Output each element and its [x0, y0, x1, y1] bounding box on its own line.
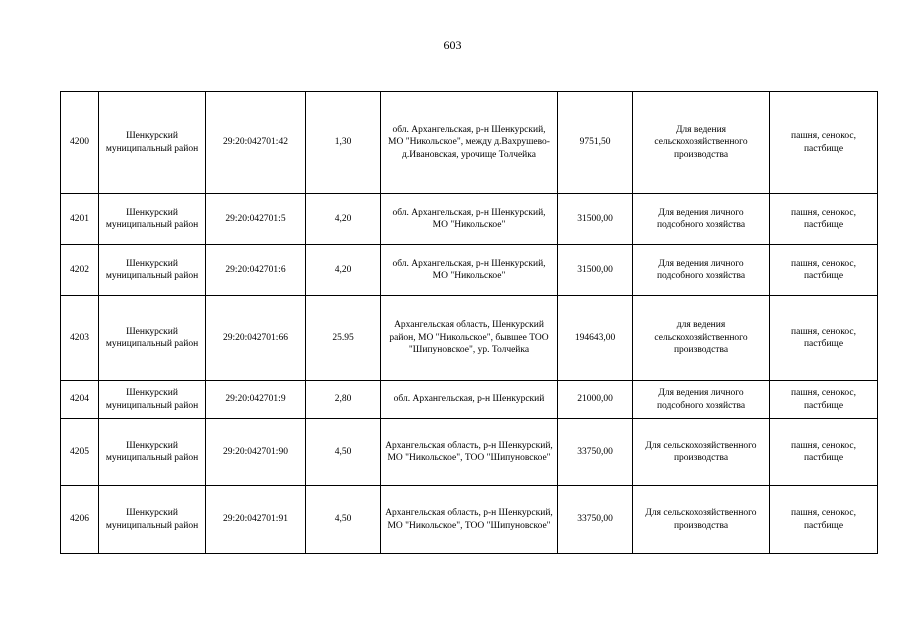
area-cell: 1,30 [306, 92, 381, 194]
row-number: 4204 [61, 381, 99, 419]
cadastral-number-cell: 29:20:042701:66 [206, 296, 306, 381]
cadastral-value-cell: 31500,00 [558, 245, 633, 296]
cadastral-number-cell: 29:20:042701:42 [206, 92, 306, 194]
address-cell: Архангельская область, Шенкурский район, МО "Никольское", бывшее ТОО "Шипуновское", ур. Толчейка [381, 296, 558, 381]
address-cell: Архангельская область, р-н Шенкурский, МО "Никольское", ТОО "Шипуновское" [381, 419, 558, 486]
district-cell: Шенкурский муниципальный район [99, 419, 206, 486]
area-cell: 25.95 [306, 296, 381, 381]
cadastral-number-cell: 29:20:042701:91 [206, 486, 306, 554]
table-row [61, 92, 878, 194]
purpose-cell: Для ведения личного подсобного хозяйства [633, 245, 770, 296]
table-row [61, 419, 878, 486]
page-number: 603 [443, 38, 462, 52]
land-usage-cell: пашня, сенокос, пастбище [770, 194, 878, 245]
district-cell: Шенкурский муниципальный район [99, 296, 206, 381]
purpose-cell: для ведения сельскохозяйственного производства [633, 296, 770, 381]
cadastral-value-cell: 31500,00 [558, 194, 633, 245]
land-usage-cell: пашня, сенокос, пастбище [770, 381, 878, 419]
row-number: 4206 [61, 486, 99, 554]
cadastral-number-cell: 29:20:042701:6 [206, 245, 306, 296]
cadastral-number-cell: 29:20:042701:90 [206, 419, 306, 486]
purpose-cell: Для сельскохозяйственного производства [633, 486, 770, 554]
land-registry-table [60, 91, 878, 554]
area-cell: 2,80 [306, 381, 381, 419]
address-cell: обл. Архангельская, р-н Шенкурский [381, 381, 558, 419]
land-usage-cell: пашня, сенокос, пастбище [770, 245, 878, 296]
cadastral-number-cell: 29:20:042701:5 [206, 194, 306, 245]
land-usage-cell: пашня, сенокос, пастбище [770, 92, 878, 194]
table-row [61, 296, 878, 381]
district-cell: Шенкурский муниципальный район [99, 92, 206, 194]
cadastral-value-cell: 194643,00 [558, 296, 633, 381]
district-cell: Шенкурский муниципальный район [99, 245, 206, 296]
area-cell: 4,50 [306, 419, 381, 486]
district-cell: Шенкурский муниципальный район [99, 194, 206, 245]
area-cell: 4,50 [306, 486, 381, 554]
purpose-cell: Для сельскохозяйственного производства [633, 419, 770, 486]
row-number: 4201 [61, 194, 99, 245]
area-cell: 4,20 [306, 194, 381, 245]
row-number: 4200 [61, 92, 99, 194]
row-number: 4203 [61, 296, 99, 381]
address-cell: обл. Архангельская, р-н Шенкурский, МО "Никольское" [381, 245, 558, 296]
cadastral-value-cell: 33750,00 [558, 486, 633, 554]
district-cell: Шенкурский муниципальный район [99, 381, 206, 419]
purpose-cell: Для ведения сельскохозяйственного производства [633, 92, 770, 194]
address-cell: Архангельская область, р-н Шенкурский, МО "Никольское", ТОО "Шипуновское" [381, 486, 558, 554]
purpose-cell: Для ведения личного подсобного хозяйства [633, 381, 770, 419]
district-cell: Шенкурский муниципальный район [99, 486, 206, 554]
cadastral-value-cell: 9751,50 [558, 92, 633, 194]
purpose-cell: Для ведения личного подсобного хозяйства [633, 194, 770, 245]
table-row [61, 194, 878, 245]
cadastral-value-cell: 21000,00 [558, 381, 633, 419]
address-cell: обл. Архангельская, р-н Шенкурский, МО "Никольское", между д.Вахрушево-д.Ивановская, урочище Толчейка [381, 92, 558, 194]
table-row [61, 245, 878, 296]
table-row [61, 381, 878, 419]
table-row [61, 486, 878, 554]
area-cell: 4,20 [306, 245, 381, 296]
row-number: 4205 [61, 419, 99, 486]
cadastral-number-cell: 29:20:042701:9 [206, 381, 306, 419]
address-cell: обл. Архангельская, р-н Шенкурский, МО "Никольское" [381, 194, 558, 245]
cadastral-value-cell: 33750,00 [558, 419, 633, 486]
land-usage-cell: пашня, сенокос, пастбище [770, 296, 878, 381]
row-number: 4202 [61, 245, 99, 296]
land-usage-cell: пашня, сенокос, пастбище [770, 419, 878, 486]
land-usage-cell: пашня, сенокос, пастбище [770, 486, 878, 554]
